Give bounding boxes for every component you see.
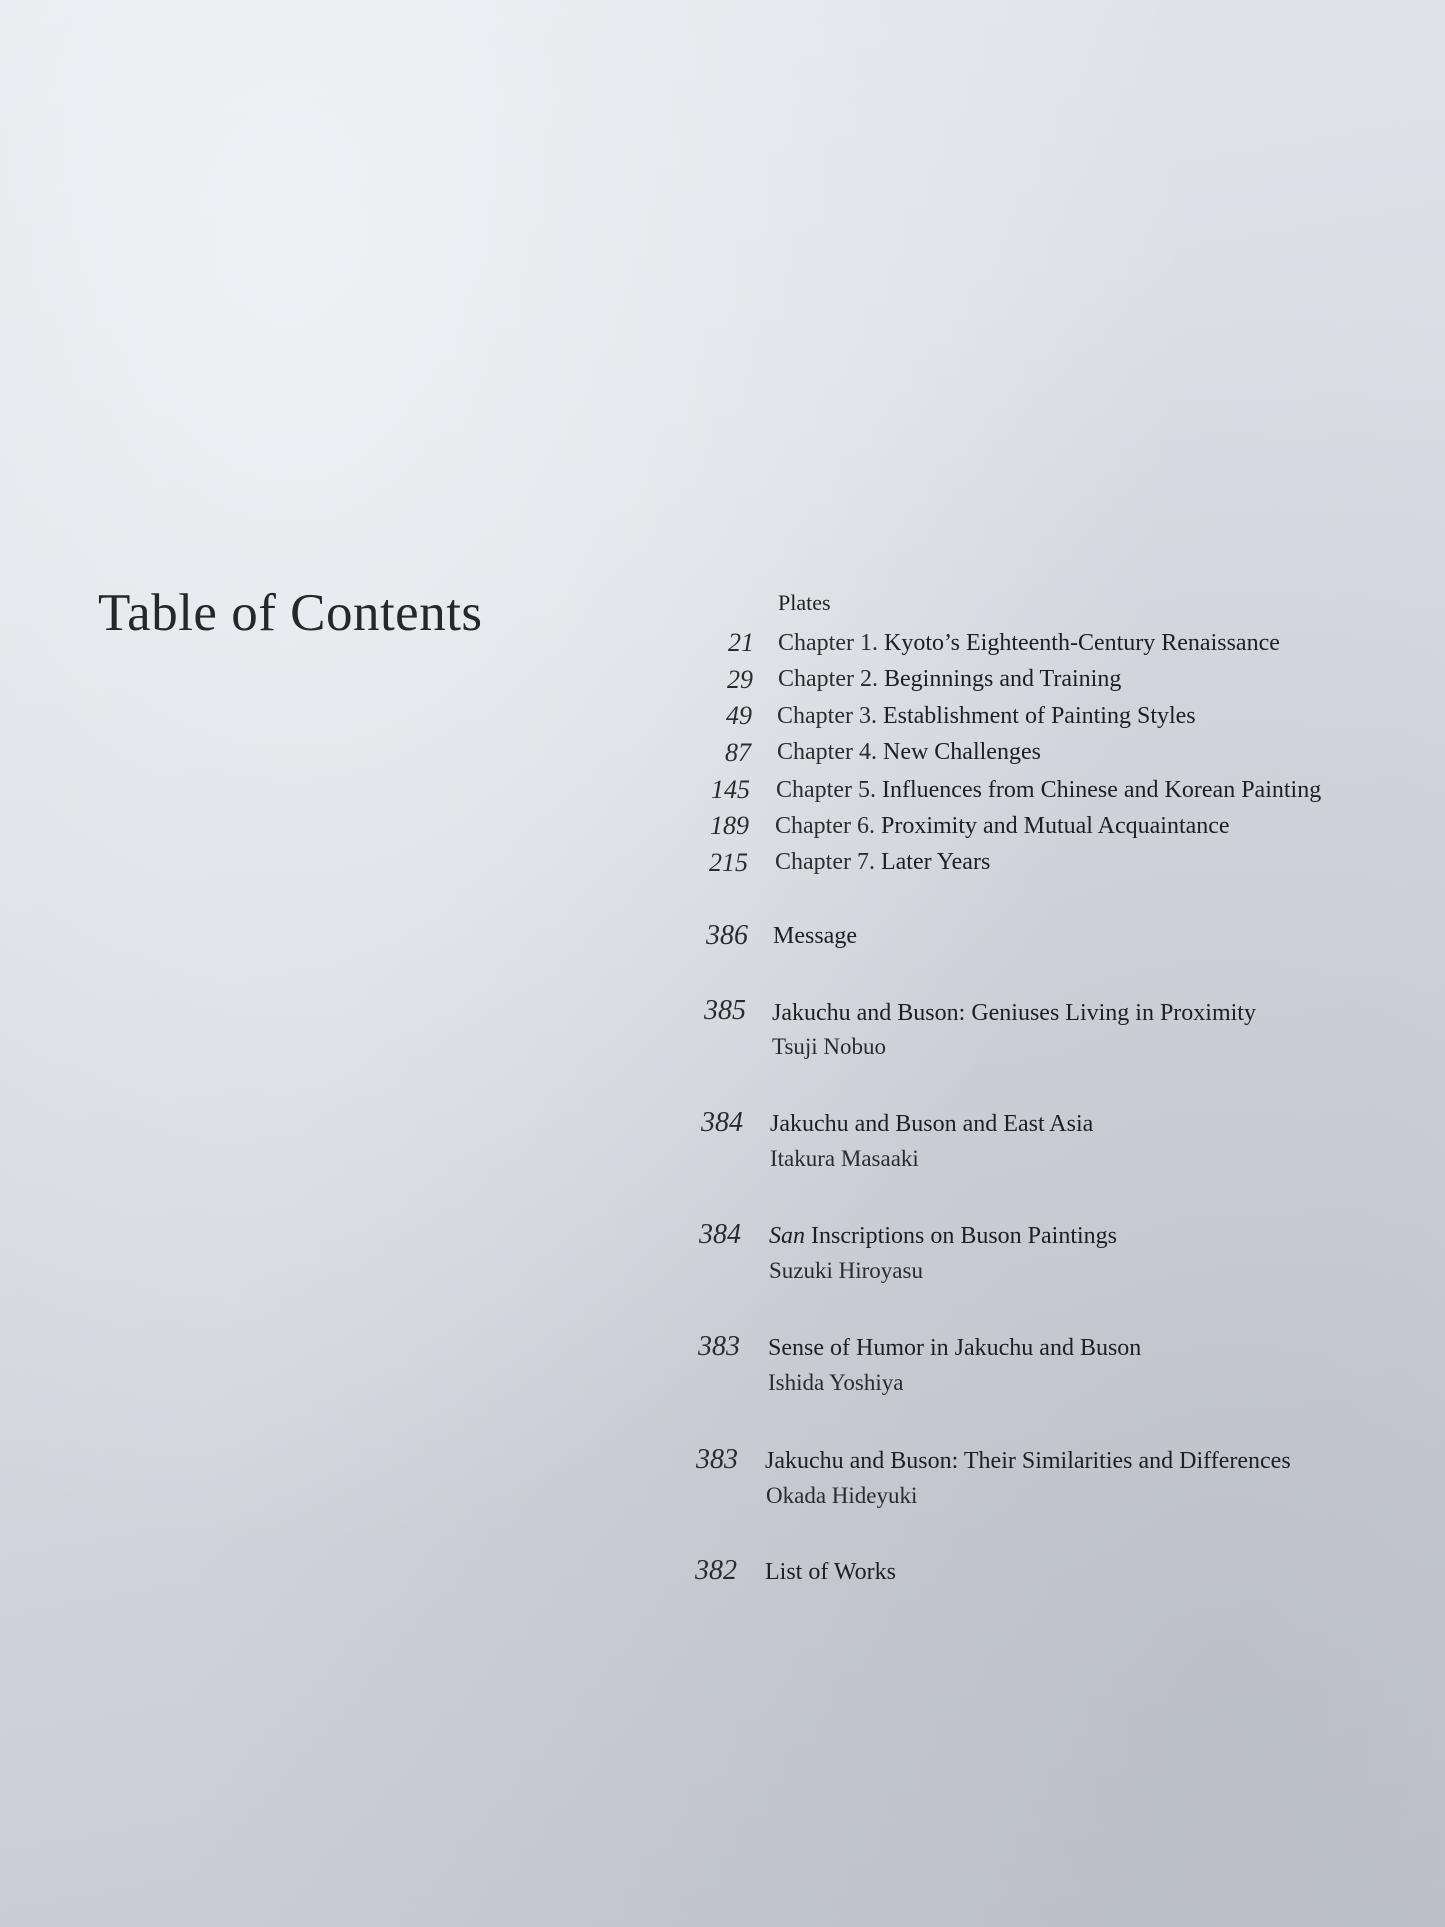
page-number: 384 xyxy=(701,1107,743,1138)
section-title xyxy=(769,1223,1117,1250)
section-page-number xyxy=(618,1444,738,1478)
chapter-prefix: Chapter 3. xyxy=(777,703,877,729)
page-number: 215 xyxy=(709,848,748,877)
chapter-entry xyxy=(778,630,1280,657)
section-author: Suzuki Hiroyasu xyxy=(769,1258,923,1283)
chapter-page-number xyxy=(632,701,752,735)
section-page-number xyxy=(620,1331,740,1365)
page-number: 87 xyxy=(725,738,751,767)
section-author: Itakura Masaaki xyxy=(770,1146,919,1171)
page-number: 49 xyxy=(726,701,752,730)
chapter-page-number xyxy=(634,628,754,662)
page-number: 385 xyxy=(704,995,746,1026)
chapter-page-number xyxy=(630,775,750,809)
page-number: 384 xyxy=(699,1219,741,1250)
plates-heading: Plates xyxy=(778,590,831,615)
page-number: 21 xyxy=(728,628,754,657)
section-author: Ishida Yoshiya xyxy=(768,1370,904,1395)
section-page-number xyxy=(623,1107,743,1141)
section-author: Okada Hideyuki xyxy=(766,1483,918,1508)
chapter-title: Kyoto’s Eighteenth-Century Renaissance xyxy=(883,630,1280,656)
chapter-entry xyxy=(775,813,1230,840)
chapter-title: Establishment of Painting Styles xyxy=(882,703,1196,729)
chapter-entry xyxy=(778,666,1121,693)
section-page-number xyxy=(626,995,746,1029)
chapter-entry xyxy=(775,849,990,876)
chapter-prefix: Chapter 2. xyxy=(778,666,878,692)
chapter-page-number xyxy=(631,738,751,772)
chapter-title: Later Years xyxy=(880,849,991,875)
page-number: 189 xyxy=(710,811,749,840)
section-page-number xyxy=(617,1555,737,1589)
page-title: Table of Contents xyxy=(98,584,483,642)
chapter-prefix: Chapter 1. xyxy=(778,630,878,656)
chapter-title: Beginnings and Training xyxy=(883,666,1122,692)
section-title: Jakuchu and Buson: Their Similarities and Differences xyxy=(765,1448,1291,1474)
chapter-prefix: Chapter 7. xyxy=(775,849,875,875)
section-title: Sense of Humor in Jakuchu and Buson xyxy=(768,1335,1142,1361)
section-title: Jakuchu and Buson and East Asia xyxy=(770,1111,1094,1137)
chapter-prefix: Chapter 6. xyxy=(775,813,875,839)
chapter-entry xyxy=(777,739,1041,766)
section-page-number xyxy=(621,1219,741,1253)
chapter-page-number xyxy=(633,665,753,699)
chapter-page-number xyxy=(629,811,749,845)
chapter-prefix: Chapter 5. xyxy=(776,777,876,803)
page-number: 29 xyxy=(727,665,753,694)
chapter-page-number xyxy=(628,848,748,882)
section-title-italic: San xyxy=(769,1223,805,1249)
section-author: Tsuji Nobuo xyxy=(772,1034,887,1059)
chapter-prefix: Chapter 4. xyxy=(777,739,877,765)
section-title: Jakuchu and Buson: Geniuses Living in Proximity xyxy=(772,1000,1256,1026)
chapter-title: New Challenges xyxy=(882,739,1041,765)
section-page-number xyxy=(628,920,748,954)
page-number: 383 xyxy=(698,1331,740,1362)
chapter-title: Proximity and Mutual Acquaintance xyxy=(880,813,1230,839)
chapter-entry xyxy=(776,777,1321,804)
section-title: Message xyxy=(773,923,857,949)
page-number: 383 xyxy=(696,1444,738,1475)
page-number: 145 xyxy=(711,775,750,804)
page-number: 382 xyxy=(695,1555,737,1586)
chapter-entry xyxy=(777,703,1196,730)
section-title: List of Works xyxy=(765,1559,896,1585)
chapter-title: Influences from Chinese and Korean Painting xyxy=(881,777,1322,803)
page-number: 386 xyxy=(706,920,748,951)
section-title-rest: Inscriptions on Buson Paintings xyxy=(805,1223,1118,1249)
